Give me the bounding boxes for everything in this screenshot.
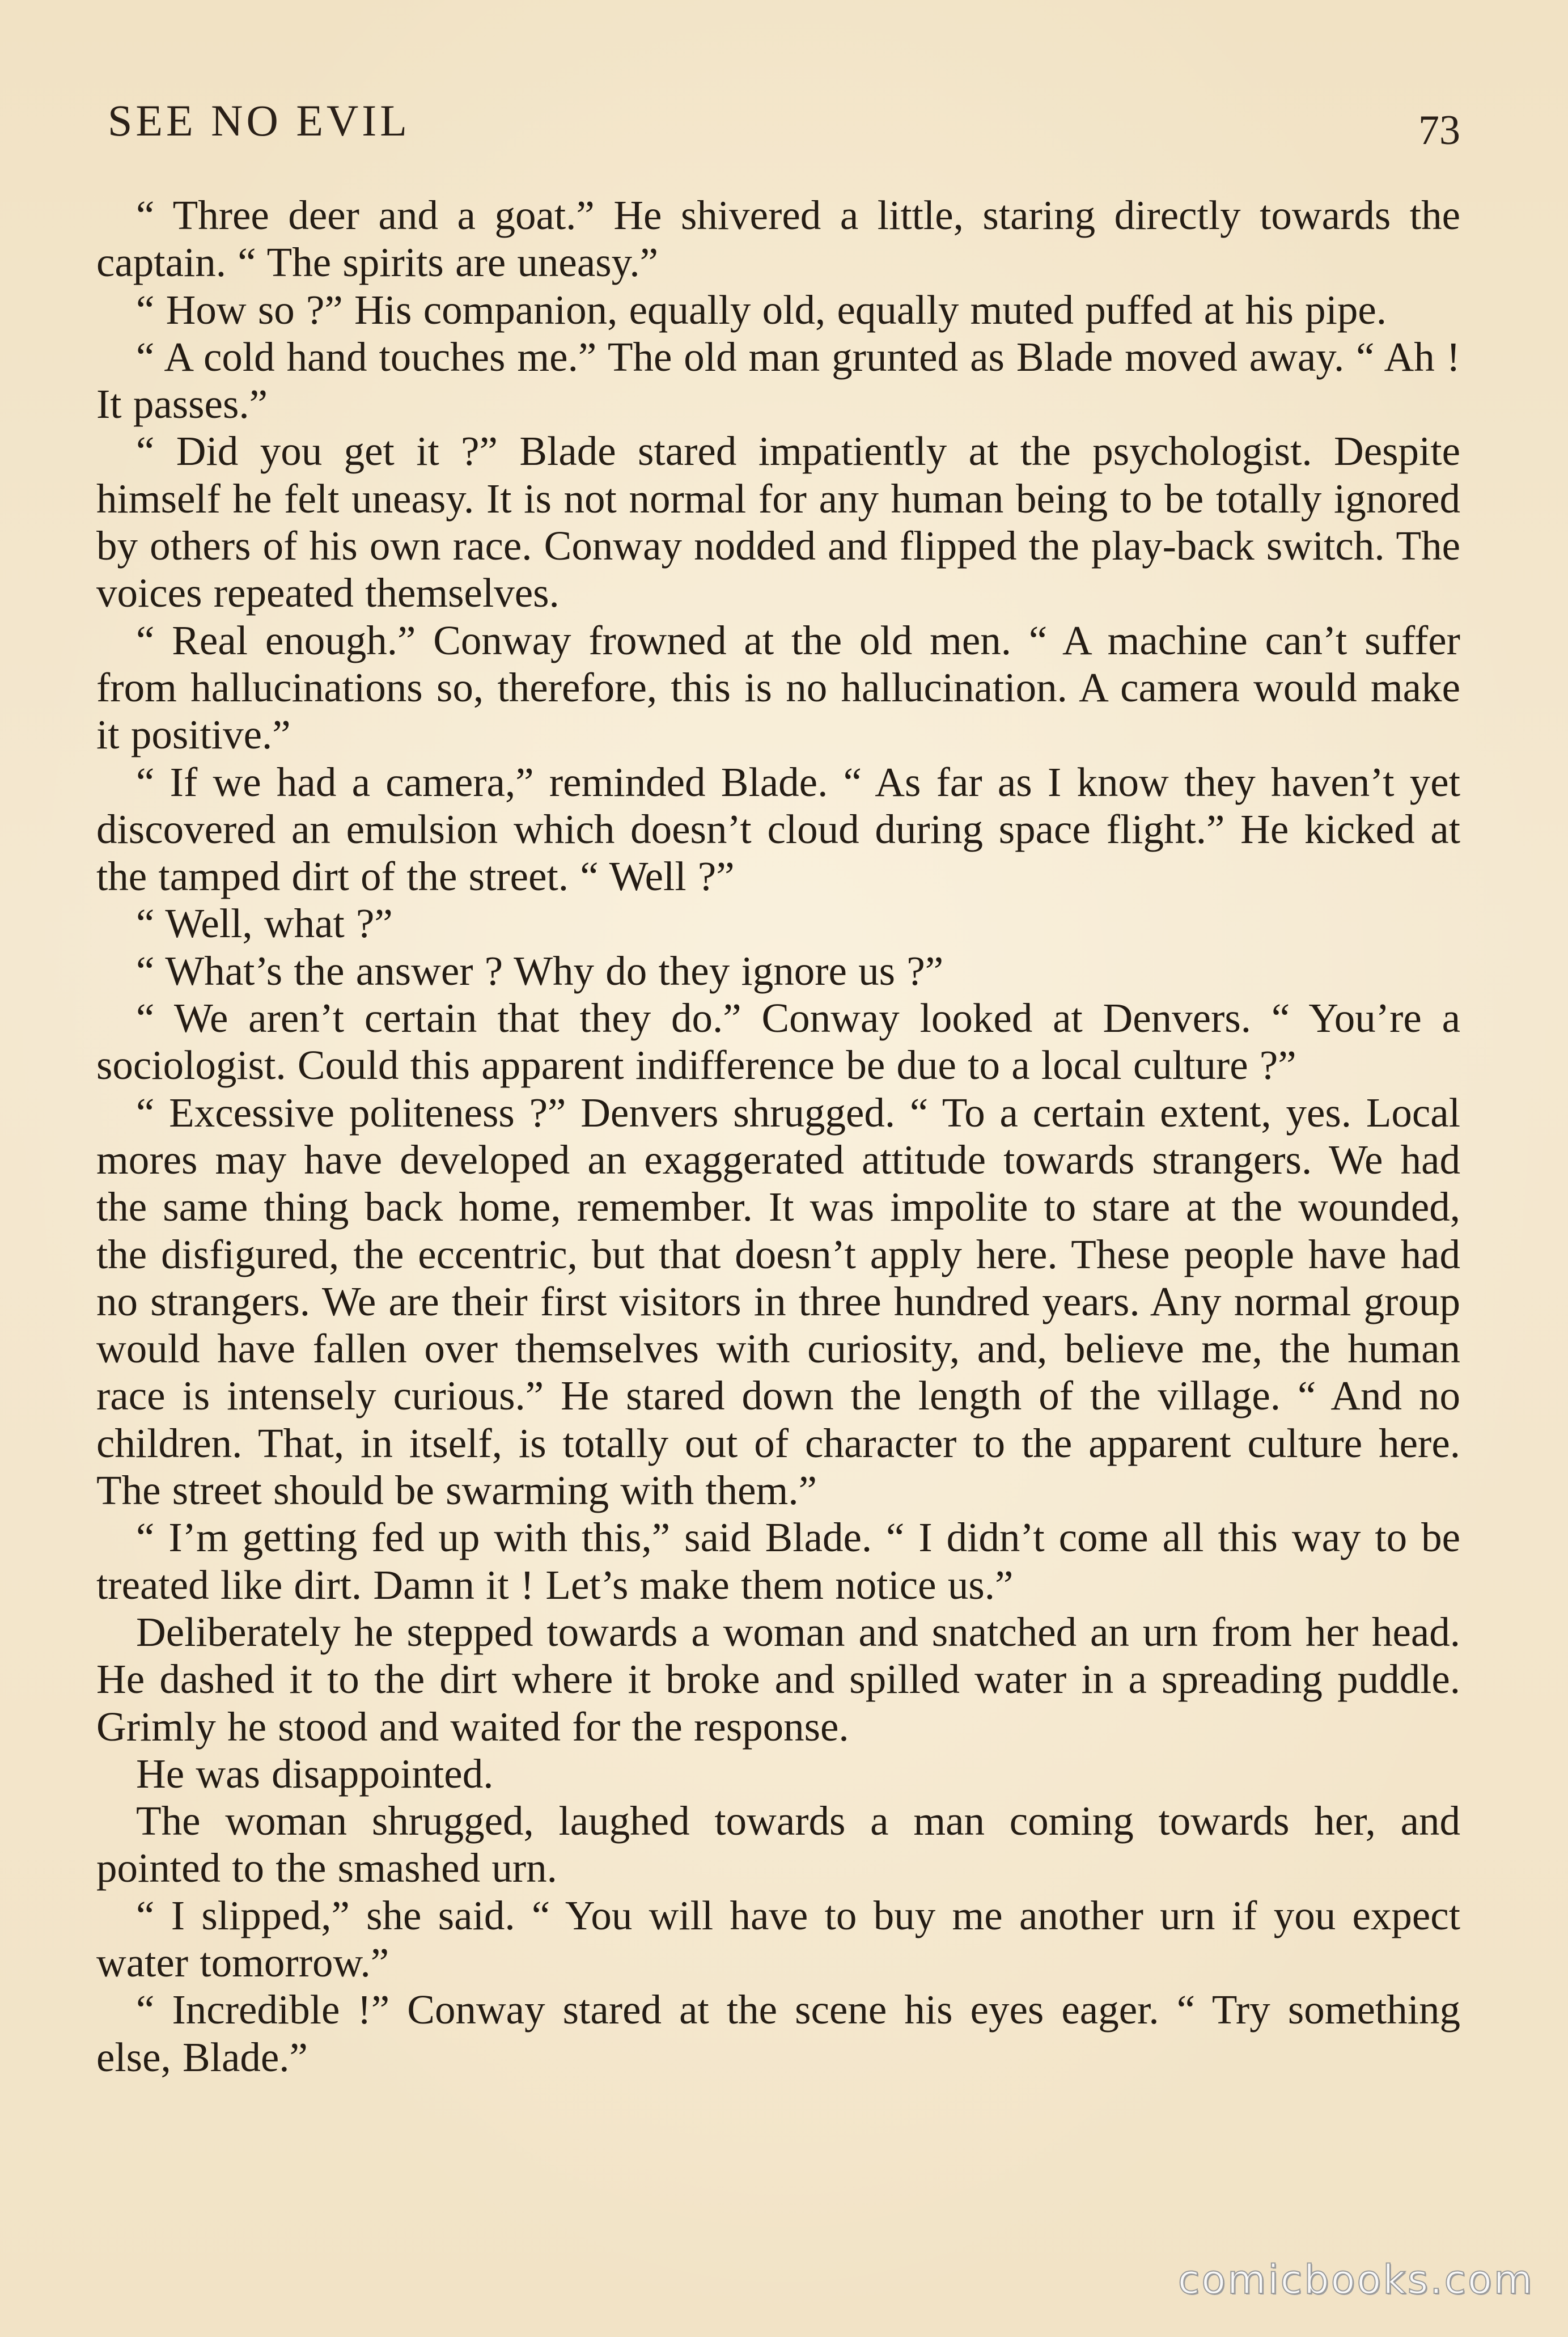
paragraph: “ We aren’t certain that they do.” Conway looked at Denvers. “ You’re a sociologist. Could this apparent indifference be due to a local culture ?” (96, 995, 1460, 1089)
paragraph: “ Well, what ?” (136, 900, 393, 947)
paragraph: The woman shrugged, laughed towards a man coming towards her, and pointed to the smashed urn. (96, 1798, 1460, 1891)
running-head: SEE NO EVIL (108, 96, 410, 145)
watermark: comicbooks.com (1177, 2256, 1534, 2303)
paragraph: Deliberately he stepped towards a woman and snatched an urn from her head. He dashed it to the dirt where it broke and spilled water in a spreading puddle. Grimly he stood and waited for the response. (96, 1608, 1460, 1750)
paragraph: “ I slipped,” she said. “ You will have to buy me another urn if you expect water tomorrow.” (96, 1892, 1460, 1985)
paragraph: “ Excessive politeness ?” Denvers shrugged. “ To a certain extent, yes. Local mores may have developed an exaggerated attitude towards strangers. We had the same thing back home, remember. It was impolite to stare at the wounded, the disfigured, the eccentric, but that doesn’t apply here. These people have had no strangers. We are their first visitors in three hundred years. Any normal group would have fallen over themselves with curiosity, and, believe me, the human race is intensely curious.” He stared down the length of the village. “ And no children. That, in itself, is totally out of character to the apparent culture here. The street should be swarming with them.” (96, 1089, 1460, 1514)
paragraph: “ Real enough.” Conway frowned at the old men. “ A machine can’t suffer from hallucinations so, therefore, this is no hallucination. A camera would make it positive.” (96, 617, 1460, 758)
paragraph: “ Three deer and a goat.” He shivered a little, staring directly towards the captain. “ The spirits are uneasy.” (96, 192, 1460, 286)
paragraph: “ If we had a camera,” reminded Blade. “ As far as I know they haven’t yet discovered an emulsion which doesn’t cloud during space flight.” He kicked at the tamped dirt of the street. “ Well ?” (96, 759, 1460, 900)
paragraph: He was disappointed. (136, 1750, 494, 1797)
body-text (96, 192, 1460, 2081)
paragraph: “ I’m getting fed up with this,” said Blade. “ I didn’t come all this way to be treated like dirt. Damn it ! Let’s make them notice us.” (96, 1514, 1460, 1608)
paragraph: “ Incredible !” Conway stared at the scene his eyes eager. “ Try something else, Blade.” (96, 1987, 1460, 2080)
paragraph: “ How so ?” His companion, equally old, equally muted puffed at his pipe. (136, 286, 1387, 333)
page-number: 73 (1418, 107, 1460, 154)
paragraph: “ What’s the answer ? Why do they ignore us ?” (136, 947, 944, 994)
paragraph: “ A cold hand touches me.” The old man grunted as Blade moved away. “ Ah ! It passes.” (96, 333, 1460, 427)
paragraph: “ Did you get it ?” Blade stared impatiently at the psychologist. Despite himself he felt uneasy. It is not normal for any human being to be totally ignored by others of his own race. Conway nodded and flipped the play-back switch. The voices repeated themselves. (96, 428, 1460, 616)
